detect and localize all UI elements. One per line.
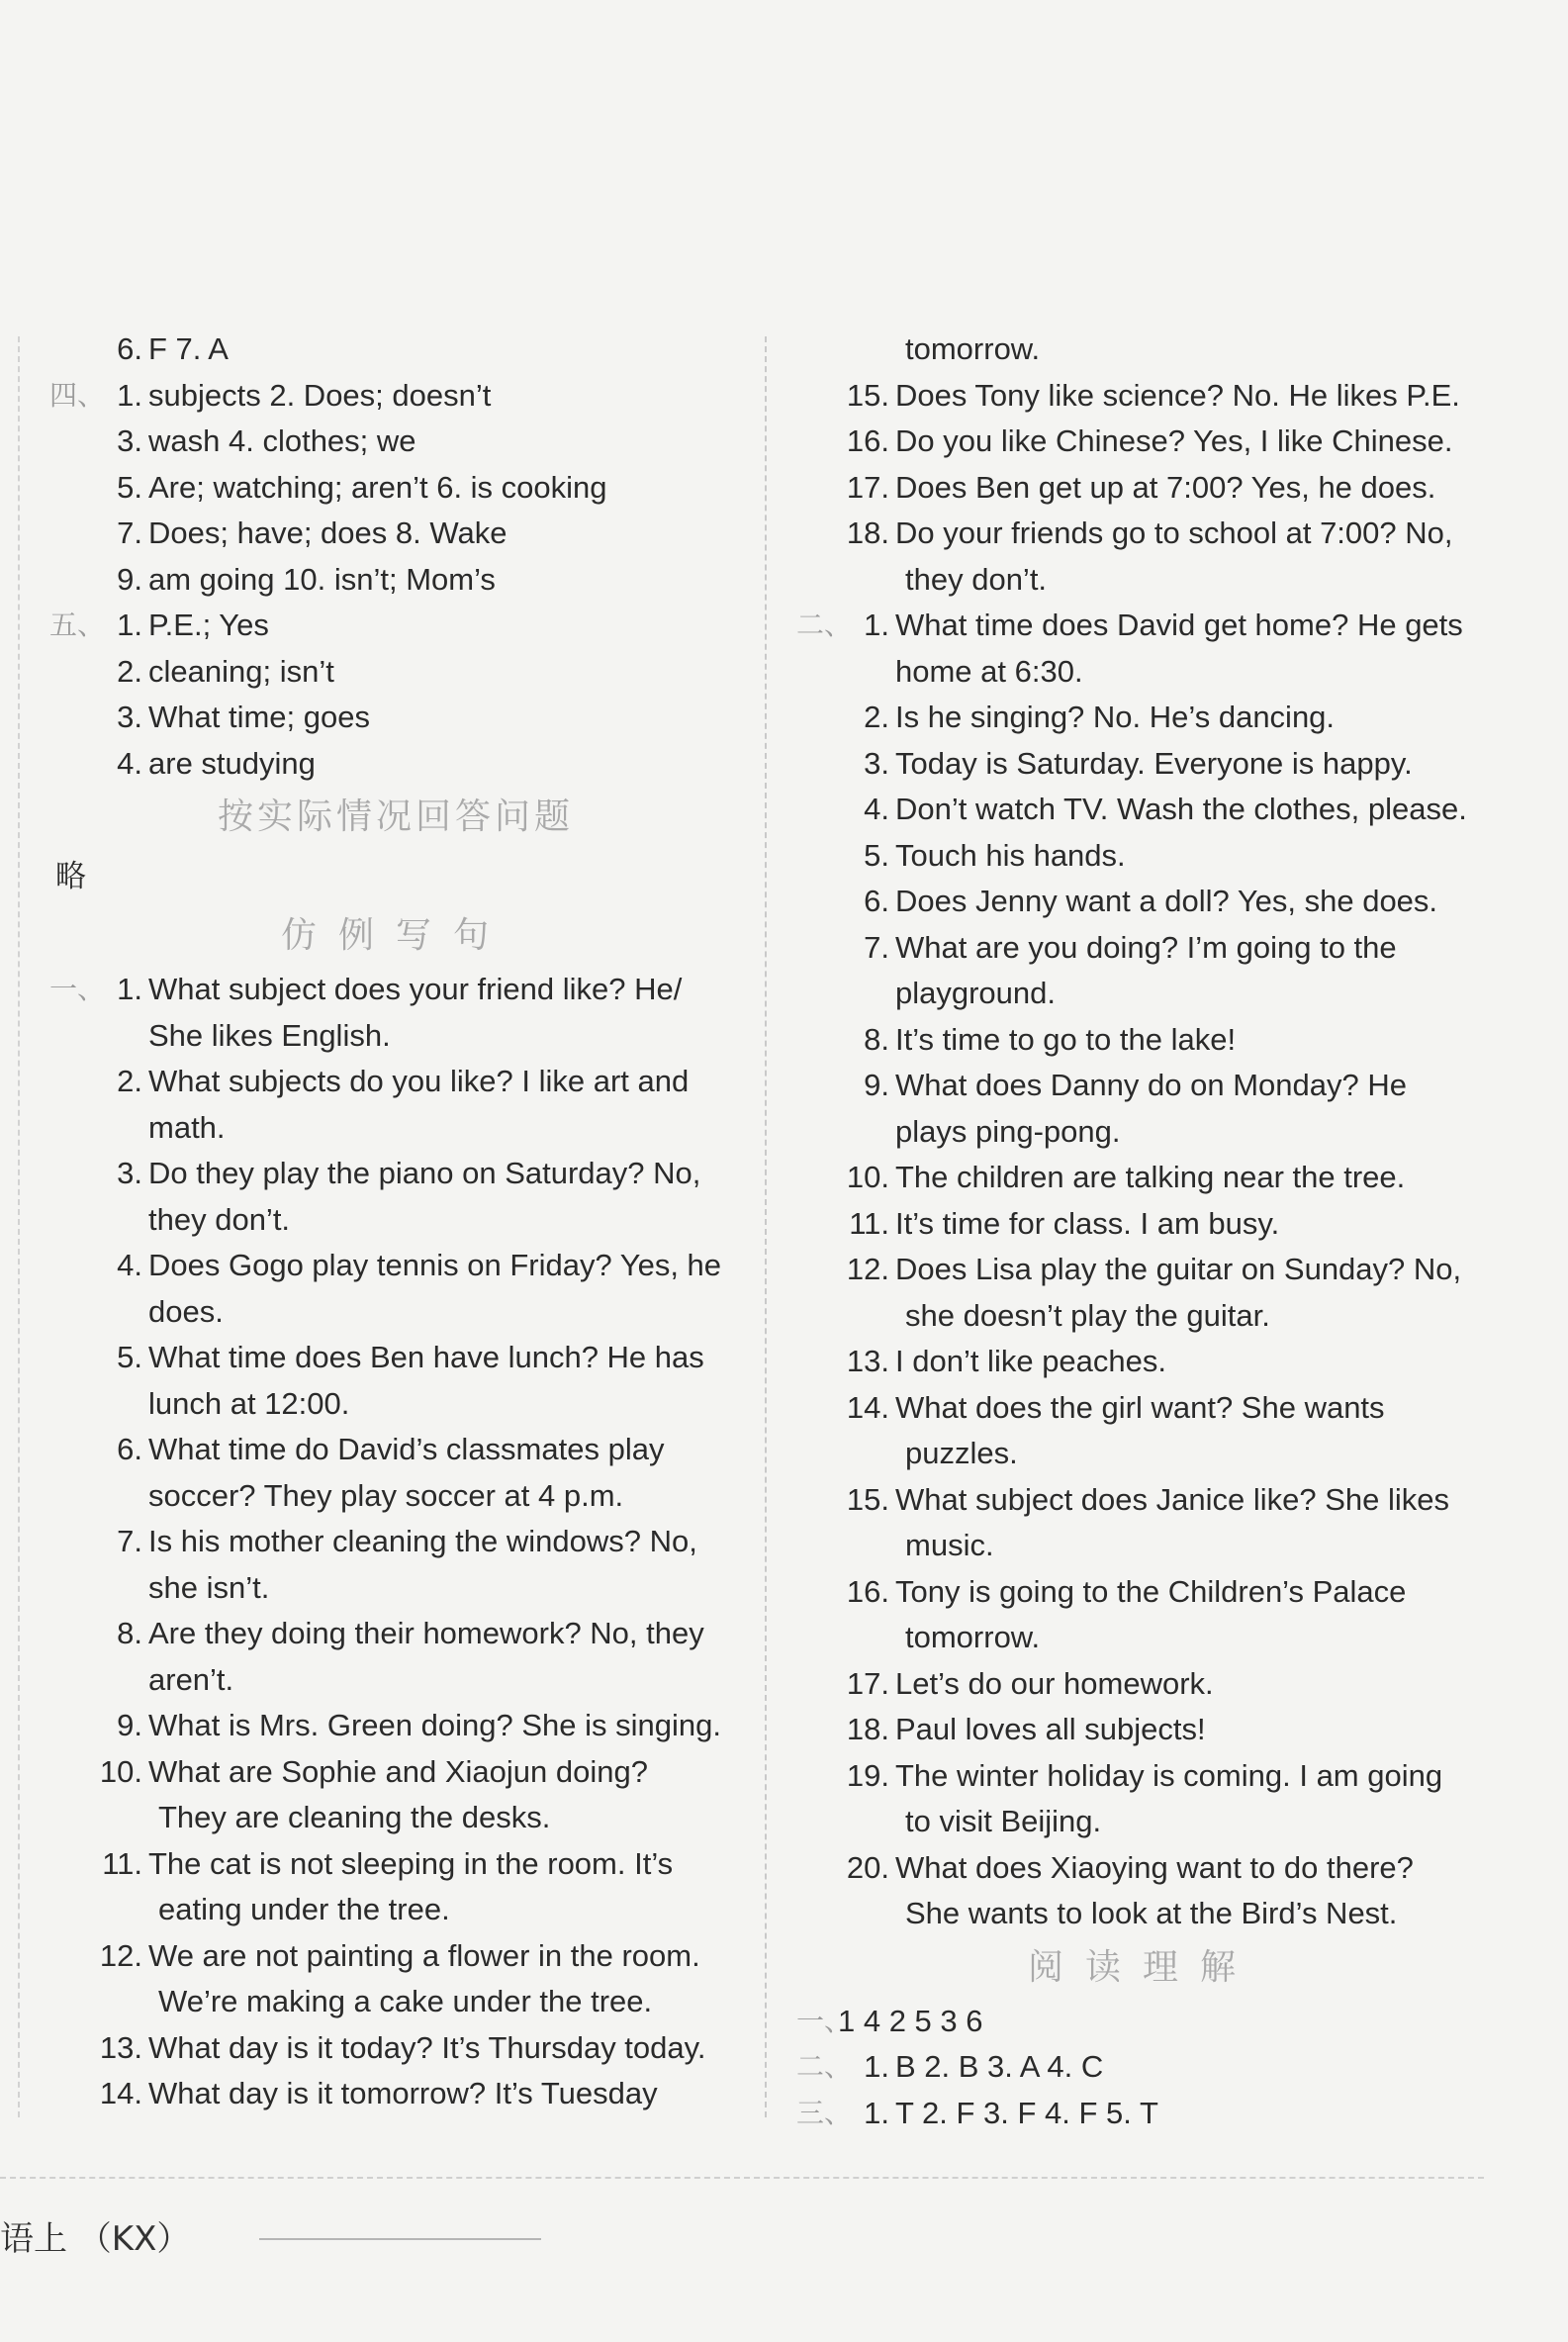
answer-line xyxy=(49,1151,742,1197)
item-number: 13. xyxy=(846,1344,889,1378)
item-text: Does Tony like science? No. He likes P.E. xyxy=(895,377,1460,413)
section-marker: 二、 xyxy=(796,609,853,641)
answer-line xyxy=(49,557,742,604)
item-text: wash 4. clothes; we xyxy=(148,423,416,458)
item-text: Do you like Chinese? Yes, I like Chinese. xyxy=(895,423,1453,458)
item-number: 2. xyxy=(117,1064,142,1098)
item-text: plays ping-pong. xyxy=(895,1113,1121,1149)
item-text: F 7. A xyxy=(148,331,229,366)
right-column xyxy=(796,327,1489,2136)
item-text: Does; have; does 8. Wake xyxy=(148,515,507,550)
item-number: 19. xyxy=(846,1757,889,1793)
item-number: 1. xyxy=(117,377,142,413)
item-number: 20. xyxy=(846,1849,889,1885)
answer-line xyxy=(49,1519,742,1565)
answer-line xyxy=(796,1523,1489,1569)
answer-line xyxy=(796,511,1489,557)
answer-line xyxy=(49,1611,742,1657)
item-text: T 2. F 3. F 4. F 5. T xyxy=(895,2095,1158,2130)
item-number: 2. xyxy=(117,653,142,689)
answer-line xyxy=(49,1749,742,1796)
answer-line xyxy=(49,1243,742,1289)
item-text: does. xyxy=(148,1293,224,1329)
item-number: 6. xyxy=(117,1432,142,1466)
answer-line xyxy=(796,695,1489,741)
item-number: 15. xyxy=(846,377,889,413)
item-number: 5. xyxy=(864,837,889,873)
item-number: 10. xyxy=(99,1753,142,1789)
item-number: 1. xyxy=(117,608,142,642)
column-divider xyxy=(765,336,767,2117)
item-text: The children are talking near the tree. xyxy=(895,1160,1406,1194)
answer-note: 略 xyxy=(55,859,86,893)
item-text: Let’s do our homework. xyxy=(895,1665,1214,1701)
item-text: Don’t watch TV. Wash the clothes, please. xyxy=(895,792,1467,826)
item-text: tomorrow. xyxy=(905,331,1041,366)
item-number: 10. xyxy=(846,1160,889,1194)
answer-line xyxy=(796,1201,1489,1248)
answer-line xyxy=(796,1109,1489,1156)
item-text: Do your friends go to school at 7:00? No, xyxy=(895,515,1453,550)
answer-line xyxy=(49,511,742,557)
answer-line xyxy=(796,327,1489,373)
answer-line xyxy=(49,1197,742,1244)
item-text: they don’t. xyxy=(905,561,1048,597)
item-number: 16. xyxy=(846,1573,889,1609)
item-text: they don’t. xyxy=(148,1201,291,1237)
item-text: We are not painting a flower in the room. xyxy=(148,1937,700,1973)
section-marker: 一、 xyxy=(796,2004,853,2037)
item-number: 2. xyxy=(864,700,889,734)
item-text: What subject does your friend like? He/ xyxy=(148,972,683,1006)
item-number: 11. xyxy=(102,1845,142,1881)
item-text: Are they doing their homework? No, they xyxy=(148,1616,704,1650)
answer-line xyxy=(796,557,1489,604)
item-text: are studying xyxy=(148,745,316,781)
item-text: It’s time to go to the lake! xyxy=(895,1021,1237,1057)
answer-line xyxy=(796,603,1489,649)
item-number: 13. xyxy=(99,2029,142,2065)
answer-line xyxy=(796,1063,1489,1109)
item-text: The cat is not sleeping in the room. It’s xyxy=(148,1845,674,1881)
item-text: What is Mrs. Green doing? She is singing. xyxy=(148,1708,721,1742)
item-text: am going 10. isn’t; Mom’s xyxy=(148,561,496,597)
item-text: What day is it today? It’s Thursday today. xyxy=(148,2029,706,2065)
answer-line xyxy=(49,373,742,420)
answer-line xyxy=(49,1427,742,1473)
item-text: subjects 2. Does; doesn’t xyxy=(148,377,492,413)
item-text: music. xyxy=(905,1528,994,1562)
item-number: 3. xyxy=(117,700,142,734)
answer-line xyxy=(796,1615,1489,1661)
answer-line xyxy=(49,1289,742,1336)
item-text: playground. xyxy=(895,976,1057,1010)
item-text: she isn’t. xyxy=(148,1569,270,1605)
answer-line xyxy=(796,1293,1489,1340)
answer-line xyxy=(49,1105,742,1152)
item-text: Does Gogo play tennis on Friday? Yes, he xyxy=(148,1248,722,1282)
item-text: What time does Ben have lunch? He has xyxy=(148,1340,704,1374)
item-number: 18. xyxy=(846,1712,889,1746)
left-column xyxy=(49,327,742,2117)
item-number: 1. xyxy=(864,608,889,642)
section-marker: 二、 xyxy=(796,2050,853,2083)
answer-line xyxy=(49,327,742,373)
item-text: We’re making a cake under the tree. xyxy=(158,1984,653,2018)
item-number: 14. xyxy=(99,2076,142,2110)
answer-line xyxy=(49,649,742,696)
answer-line xyxy=(796,1477,1489,1524)
item-number: 12. xyxy=(99,1937,142,1973)
item-text: What time; goes xyxy=(148,700,370,734)
answer-line xyxy=(796,1339,1489,1385)
item-number: 12. xyxy=(846,1252,889,1286)
item-number: 4. xyxy=(117,745,142,781)
item-text: What time do David’s classmates play xyxy=(148,1432,665,1466)
item-number: 6. xyxy=(864,884,889,918)
item-text: lunch at 12:00. xyxy=(148,1385,350,1421)
item-text: puzzles. xyxy=(905,1436,1018,1470)
item-text: Today is Saturday. Everyone is happy. xyxy=(895,745,1413,781)
item-text: What subject does Janice like? She likes xyxy=(895,1481,1450,1517)
answer-line xyxy=(49,695,742,741)
answer-line xyxy=(49,1013,742,1060)
item-text: What day is it tomorrow? It’s Tuesday xyxy=(148,2076,658,2110)
section-heading: 按实际情况回答问题 xyxy=(217,796,574,837)
item-number: 7. xyxy=(117,515,142,550)
answer-line xyxy=(49,1841,742,1888)
item-text: It’s time for class. I am busy. xyxy=(895,1205,1280,1241)
item-number: 1. xyxy=(117,972,142,1006)
answer-line xyxy=(49,1979,742,2025)
item-number: 4. xyxy=(864,792,889,826)
answer-line xyxy=(796,1845,1489,1892)
item-text: Tony is going to the Children’s Palace xyxy=(895,1573,1407,1609)
footer-underline xyxy=(259,2238,541,2240)
item-number: 9. xyxy=(117,1708,142,1742)
answer-line xyxy=(49,1795,742,1841)
item-number: 3. xyxy=(117,1156,142,1190)
answer-line xyxy=(49,465,742,512)
answer-line xyxy=(796,971,1489,1017)
item-number: 7. xyxy=(117,1524,142,1558)
item-text: What does the girl want? She wants xyxy=(895,1389,1385,1425)
item-text: Does Jenny want a doll? Yes, she does. xyxy=(895,884,1438,918)
item-number: 3. xyxy=(117,423,142,458)
item-number: 14. xyxy=(846,1389,889,1425)
item-text: Paul loves all subjects! xyxy=(895,1712,1206,1746)
answer-line xyxy=(49,603,742,649)
answer-line xyxy=(796,833,1489,880)
section-heading: 仿例写句 xyxy=(280,915,510,956)
item-text: Touch his hands. xyxy=(895,837,1126,873)
answer-line xyxy=(49,1703,742,1749)
item-text: What are you doing? I’m going to the xyxy=(895,929,1397,965)
answer-line xyxy=(796,1569,1489,1616)
answer-line xyxy=(49,1473,742,1520)
item-text: math. xyxy=(148,1109,226,1145)
item-text: They are cleaning the desks. xyxy=(158,1800,551,1834)
item-text: soccer? They play soccer at 4 p.m. xyxy=(148,1477,624,1513)
section-marker: 四、 xyxy=(49,378,106,412)
item-number: 9. xyxy=(117,561,142,597)
section-marker: 三、 xyxy=(796,2096,853,2129)
answer-line xyxy=(796,1247,1489,1293)
item-number: 6. xyxy=(117,331,142,366)
answer-line xyxy=(49,419,742,465)
item-number: 8. xyxy=(864,1021,889,1057)
answer-line xyxy=(49,1657,742,1704)
answer-line xyxy=(49,1565,742,1612)
answer-line xyxy=(796,1999,1489,2045)
answer-line xyxy=(796,879,1489,925)
answer-line xyxy=(796,925,1489,972)
item-text: Is his mother cleaning the windows? No, xyxy=(148,1524,697,1558)
item-number: 9. xyxy=(864,1068,889,1102)
item-text: I don’t like peaches. xyxy=(895,1344,1167,1378)
item-number: 8. xyxy=(117,1616,142,1650)
answer-line xyxy=(49,967,742,1013)
item-text: aren’t. xyxy=(148,1661,234,1697)
item-number: 1. xyxy=(864,2049,889,2084)
item-text: What does Xiaoying want to do there? xyxy=(895,1849,1414,1885)
answer-line xyxy=(49,2025,742,2072)
item-text: Does Lisa play the guitar on Sunday? No, xyxy=(895,1252,1462,1286)
item-text: Are; watching; aren’t 6. is cooking xyxy=(148,469,607,505)
answer-line xyxy=(796,1385,1489,1432)
item-text: She likes English. xyxy=(148,1017,391,1053)
item-number: 3. xyxy=(864,745,889,781)
answer-line xyxy=(796,2044,1489,2091)
item-number: 1. xyxy=(864,2095,889,2130)
answer-line xyxy=(796,1017,1489,1064)
binding-edge-line xyxy=(18,336,20,2117)
answer-line xyxy=(796,787,1489,833)
item-text: to visit Beijing. xyxy=(905,1804,1102,1838)
answer-line xyxy=(796,649,1489,696)
item-text: B 2. B 3. A 4. C xyxy=(895,2049,1104,2084)
answer-line xyxy=(796,1661,1489,1708)
item-text: she doesn’t play the guitar. xyxy=(905,1297,1270,1333)
item-text: The winter holiday is coming. I am going xyxy=(895,1757,1443,1793)
item-number: 16. xyxy=(846,423,889,458)
item-number: 4. xyxy=(117,1248,142,1282)
item-number: 17. xyxy=(846,1665,889,1701)
item-text: What subjects do you like? I like art and xyxy=(148,1064,690,1098)
section-heading: 阅读理解 xyxy=(1027,1946,1257,1988)
item-number: 15. xyxy=(846,1481,889,1517)
item-text: Is he singing? No. He’s dancing. xyxy=(895,700,1336,734)
answer-line xyxy=(796,419,1489,465)
answer-line xyxy=(49,741,742,788)
item-text: She wants to look at the Bird’s Nest. xyxy=(905,1896,1398,1930)
item-text: What are Sophie and Xiaojun doing? xyxy=(148,1753,648,1789)
answer-line xyxy=(796,373,1489,420)
answer-line xyxy=(49,2071,742,2117)
item-text: P.E.; Yes xyxy=(148,608,269,642)
item-number: 5. xyxy=(117,469,142,505)
answer-line xyxy=(796,741,1489,788)
item-text: eating under the tree. xyxy=(158,1892,450,1926)
item-number: 18. xyxy=(846,515,889,550)
item-text: Do they play the piano on Saturday? No, xyxy=(148,1156,701,1190)
section-marker: 五、 xyxy=(49,609,106,641)
answer-line xyxy=(796,1155,1489,1201)
answer-line xyxy=(49,1887,742,1933)
item-number: 17. xyxy=(846,469,889,505)
item-number: 7. xyxy=(864,929,889,965)
item-text: cleaning; isn’t xyxy=(148,653,334,689)
section-marker: 一、 xyxy=(49,973,106,1005)
footer-rule xyxy=(0,2177,1484,2179)
answer-line xyxy=(49,1335,742,1381)
item-text: What does Danny do on Monday? He xyxy=(895,1068,1407,1102)
item-text: tomorrow. xyxy=(905,1620,1041,1654)
footer-label: 语上 （KX） xyxy=(0,2219,191,2259)
item-text: What time does David get home? He gets xyxy=(895,608,1463,642)
item-text: home at 6:30. xyxy=(895,653,1083,689)
item-text: 1 4 2 5 3 6 xyxy=(838,2003,983,2038)
answer-line xyxy=(796,1431,1489,1477)
answer-line xyxy=(49,1933,742,1980)
answer-line xyxy=(49,1059,742,1105)
answer-line xyxy=(796,1799,1489,1845)
answer-line xyxy=(796,1753,1489,1800)
answer-line xyxy=(796,465,1489,512)
answer-line xyxy=(49,1381,742,1428)
item-text: Does Ben get up at 7:00? Yes, he does. xyxy=(895,469,1436,505)
answer-line xyxy=(796,1707,1489,1753)
item-number: 11. xyxy=(849,1205,889,1241)
item-number: 5. xyxy=(117,1340,142,1374)
answer-line xyxy=(796,2091,1489,2137)
answer-line xyxy=(796,1891,1489,1937)
